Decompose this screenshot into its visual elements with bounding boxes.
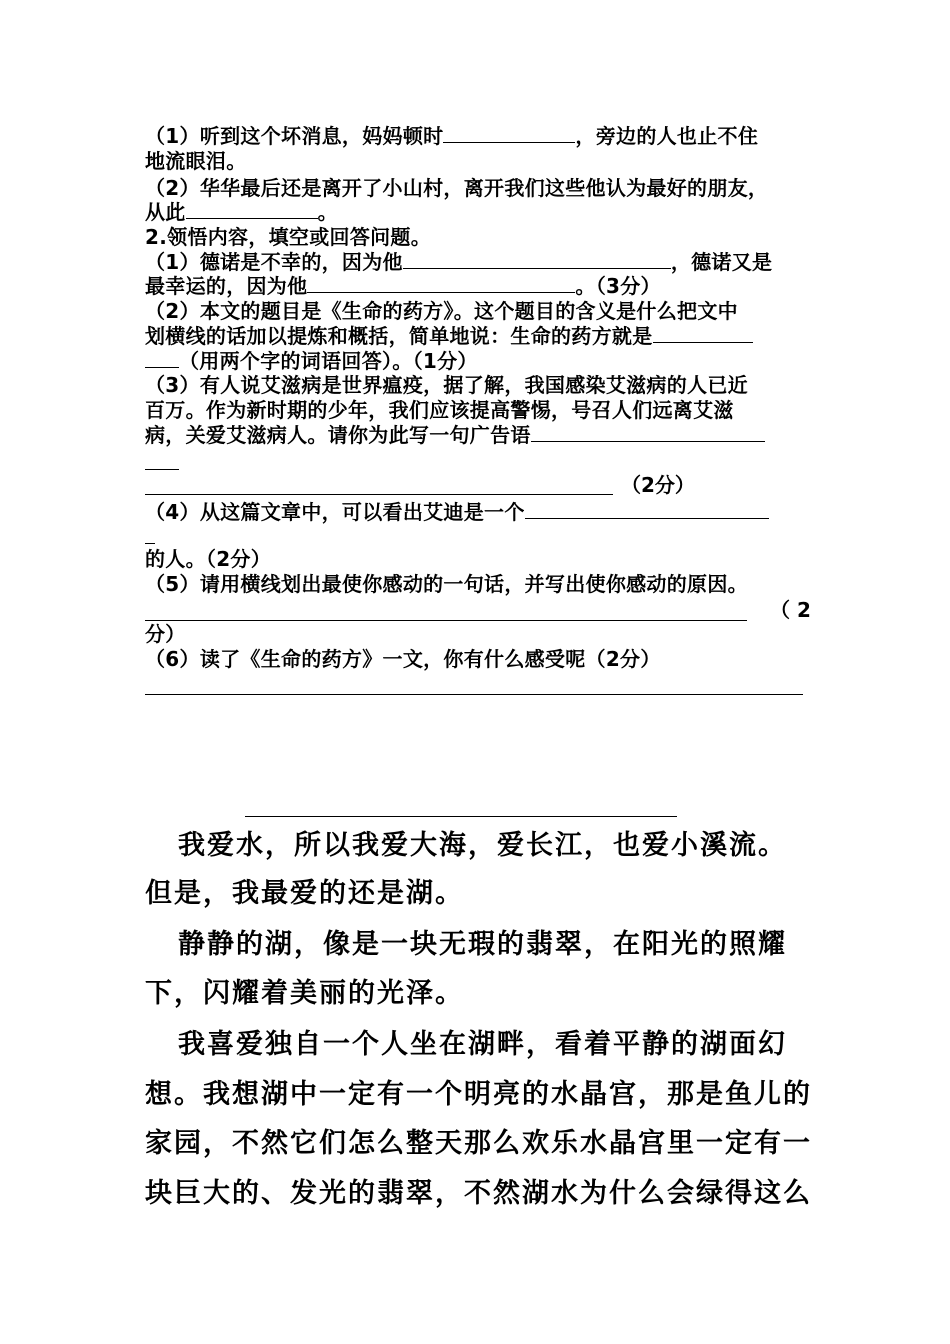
- q1-line-4: [145, 200, 338, 224]
- answer-blank[interactable]: [653, 324, 753, 343]
- q2-6-line-1: （6）读了《生命的药方》一文，你有什么感受呢（2分）: [145, 647, 661, 671]
- q1-line-1: [145, 124, 758, 148]
- q2-heading: 2.领悟内容，填空或回答问题。: [145, 225, 432, 249]
- q2-5-line-1: （5）请用横线划出最使你感动的一句话，并写出使你感动的原因。: [145, 572, 748, 596]
- answer-blank[interactable]: [186, 200, 318, 219]
- answer-blank[interactable]: [403, 250, 671, 269]
- q1-line-2: 地流眼泪。: [145, 149, 247, 173]
- q1-text: （1）听到这个坏消息，妈妈顿时: [145, 124, 444, 148]
- q1-line-3: （2）华华最后还是离开了小山村，离开我们这些他认为最好的朋友，: [145, 176, 769, 200]
- q2-3-score: （2分）: [621, 473, 695, 497]
- passage-line: 块巨大的、发光的翡翠，不然湖水为什么会绿得这么: [145, 1178, 812, 1209]
- answer-line[interactable]: [145, 494, 613, 495]
- passage-line: 静静的湖，像是一块无瑕的翡翠，在阳光的照耀: [178, 929, 787, 960]
- q1-text: ，旁边的人也止不住: [575, 124, 759, 148]
- q2-text: （1）德诺是不幸的，因为他: [145, 250, 403, 274]
- q2-text: 划横线的话加以提炼和概括，简单地说：生命的药方就是: [145, 324, 653, 348]
- q1-text: 。: [317, 200, 338, 224]
- q2-2-line-2: [145, 324, 753, 348]
- answer-blank[interactable]: [145, 349, 179, 368]
- section-divider: [245, 816, 677, 817]
- passage-line: 我爱水，所以我爱大海，爱长江，也爱小溪流。: [178, 830, 787, 861]
- q2-4-line-1: [145, 500, 769, 524]
- q2-1-line-2: [145, 274, 661, 298]
- q2-text: 最幸运的，因为他: [145, 274, 308, 298]
- answer-blank[interactable]: [525, 500, 769, 519]
- q2-3-line-3: [145, 423, 765, 447]
- q2-5-score-a: （ 2: [770, 598, 811, 622]
- q2-text: （4）从这篇文章中，可以看出艾迪是一个: [145, 500, 525, 524]
- q2-3-line-1: （3）有人说艾滋病是世界瘟疫，据了解，我国感染艾滋病的人已近: [145, 373, 748, 397]
- answer-blank[interactable]: [443, 124, 575, 143]
- passage-line: 但是，我最爱的还是湖。: [145, 878, 464, 909]
- q2-text: （用两个字的词语回答）。（1分）: [179, 349, 478, 373]
- q2-3-line-2: 百万。作为新时期的少年，我们应该提高警惕，号召人们远离艾滋: [145, 398, 734, 422]
- answer-line[interactable]: [145, 620, 747, 621]
- q1-text: 从此: [145, 200, 186, 224]
- passage-line: 家园，不然它们怎么整天那么欢乐水晶宫里一定有一: [145, 1128, 812, 1159]
- q2-text: 病，关爱艾滋病人。请你为此写一句广告语: [145, 423, 531, 447]
- answer-line[interactable]: [145, 694, 803, 695]
- q2-1-line-1: [145, 250, 772, 274]
- q2-text: ，德诺又是: [670, 250, 773, 274]
- answer-blank[interactable]: [307, 274, 575, 293]
- passage-line: 下，闪耀着美丽的光泽。: [145, 978, 464, 1009]
- q2-text: 。（3分）: [575, 274, 661, 298]
- passage-line: 想。我想湖中一定有一个明亮的水晶宫，那是鱼儿的: [145, 1079, 812, 1110]
- q2-4-line-2: 的人。（2分）: [145, 547, 272, 571]
- answer-blank[interactable]: [531, 423, 765, 442]
- q2-2-line-3: [145, 349, 478, 373]
- answer-line[interactable]: [145, 543, 155, 544]
- answer-line[interactable]: [145, 469, 179, 470]
- q2-5-score-b: 分）: [145, 622, 186, 646]
- q2-2-line-1: （2）本文的题目是《生命的药方》。这个题目的含义是什么把文中: [145, 299, 738, 323]
- passage-line: 我喜爱独自一个人坐在湖畔，看着平静的湖面幻: [178, 1029, 787, 1060]
